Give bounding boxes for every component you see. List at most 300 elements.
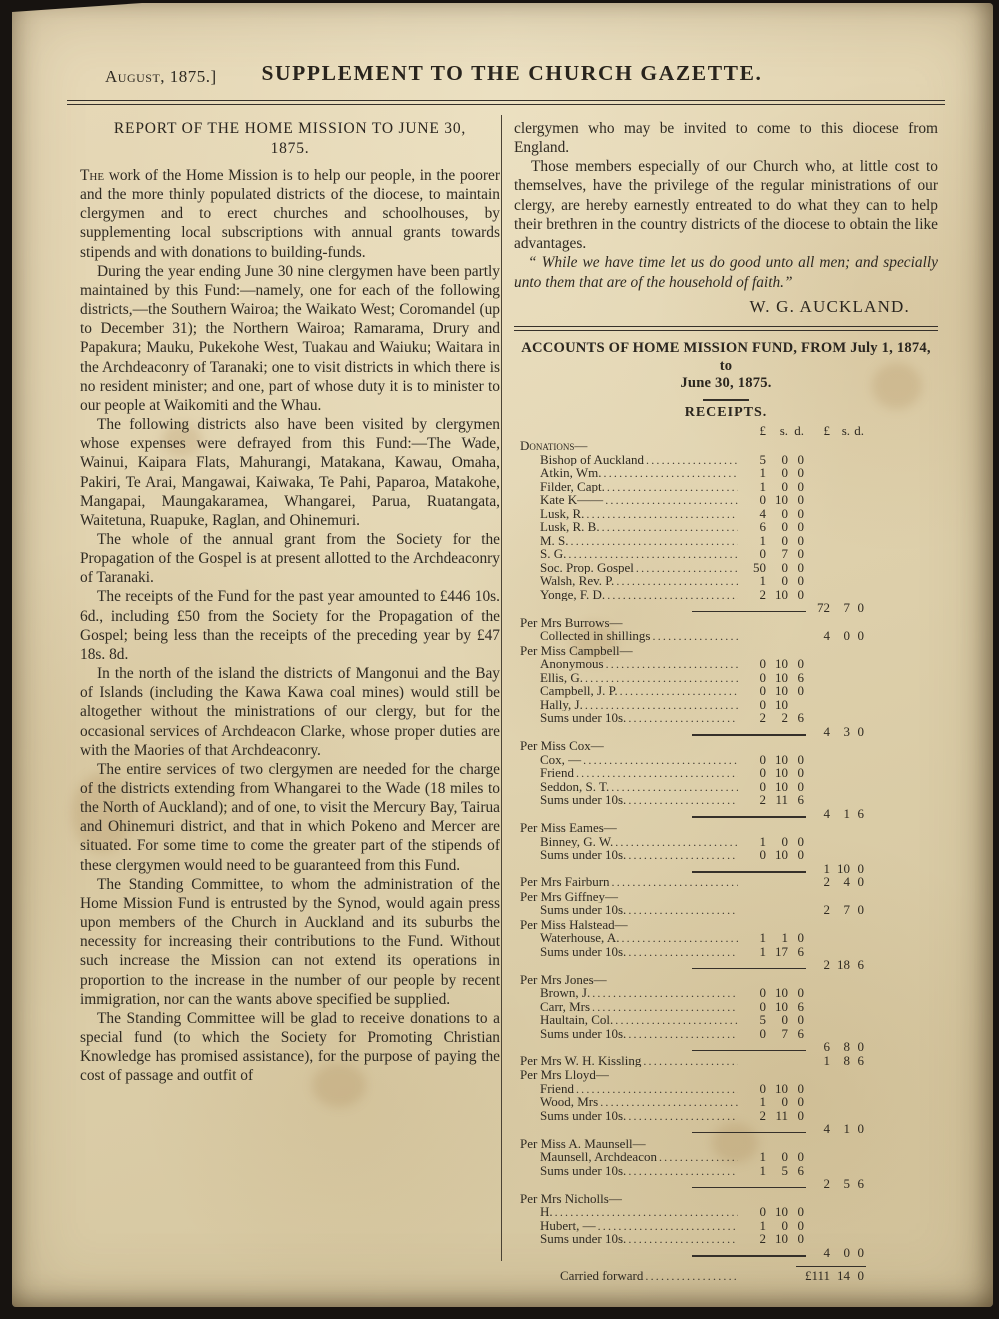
amount-cell: 0 — [759, 778, 766, 794]
amount-cell: d. — [794, 422, 804, 438]
subtotal-rule — [692, 1255, 806, 1256]
row-label — [514, 1095, 740, 1109]
row-label — [514, 588, 740, 602]
amount-cell: 0 — [797, 656, 804, 672]
amount-cell: 2 — [823, 1176, 830, 1192]
row-label — [514, 986, 740, 1000]
accounts-section — [514, 326, 938, 1282]
amount-cell: 0 — [759, 656, 766, 672]
account-row — [514, 725, 866, 739]
leader-dots — [585, 671, 738, 683]
amount-cell: 0 — [797, 505, 804, 521]
amount-cell: 7 — [843, 600, 850, 616]
row-label — [514, 918, 740, 932]
amount-cell: 8 — [843, 1039, 850, 1055]
leader-dots — [592, 1000, 738, 1012]
row-label — [514, 1054, 740, 1068]
amount-cell: 6 — [857, 805, 864, 821]
amount-cell: 4 — [759, 505, 766, 521]
amount-group — [740, 1027, 806, 1041]
amount-cell: 1 — [843, 805, 850, 821]
amount-group — [740, 534, 806, 548]
amount-cell: 4 — [823, 1121, 830, 1137]
amount-cell: 0 — [797, 930, 804, 946]
row-label-text: Waterhouse, A. — [540, 931, 620, 945]
amount-cell: 1 — [759, 943, 766, 959]
amount-group — [740, 835, 806, 849]
subtotal-rule — [692, 816, 806, 817]
masthead-rule — [67, 100, 945, 105]
leader-dots — [628, 1109, 738, 1121]
row-label-text: Atkin, Wm. — [540, 466, 602, 480]
amount-cell: 0 — [797, 778, 804, 794]
leader-dots — [583, 753, 738, 765]
amount-group — [740, 466, 806, 480]
row-label-text: Campbell, J. P. — [540, 684, 618, 698]
leader-dots — [571, 534, 738, 546]
amount-group — [740, 1164, 806, 1178]
amount-group — [740, 1187, 806, 1188]
account-row — [514, 958, 866, 972]
row-label — [514, 793, 740, 807]
row-label — [514, 931, 740, 945]
account-row — [514, 574, 866, 588]
account-row — [514, 616, 866, 630]
account-row — [514, 1027, 866, 1041]
amount-cell: 1 — [823, 860, 830, 876]
account-row — [514, 1013, 866, 1027]
account-row — [514, 698, 866, 712]
amount-cell: 7 — [843, 902, 850, 918]
amount-group — [806, 1246, 866, 1260]
account-row — [514, 945, 866, 959]
amount-group — [740, 968, 806, 969]
amount-group — [806, 601, 866, 615]
row-label-text: Per Miss Campbell— — [520, 643, 633, 658]
accounts-heading-line2: June 30, 1875. — [680, 375, 772, 392]
leader-dots — [615, 835, 738, 847]
row-label — [514, 1068, 740, 1082]
account-row — [514, 547, 866, 561]
amount-cell: 0 — [797, 1217, 804, 1233]
amount-cell: 1 — [843, 1121, 850, 1137]
amount-cell: 0 — [781, 478, 788, 494]
subtotal-rule — [692, 968, 806, 969]
row-label — [514, 711, 740, 725]
amount-cell: 0 — [759, 985, 766, 1001]
amount-group — [806, 862, 866, 876]
amount-cell: 11 — [775, 1107, 788, 1123]
amount-cell: 10 — [775, 985, 788, 1001]
row-label-text: Cox, — — [540, 752, 582, 767]
row-label — [514, 698, 740, 712]
leader-dots — [628, 1232, 738, 1244]
leader-dots — [616, 574, 738, 586]
leader-dots — [615, 1013, 738, 1025]
account-row — [514, 1095, 866, 1109]
leader-dots — [628, 903, 738, 915]
account-row — [514, 1000, 866, 1014]
leader-dots — [645, 1269, 738, 1281]
amount-cell: 0 — [857, 860, 864, 876]
row-label — [514, 1219, 740, 1233]
amount-group — [806, 629, 866, 643]
amount-cell: 0 — [797, 1149, 804, 1165]
right-column — [514, 119, 938, 1282]
amount-cell: 0 — [797, 519, 804, 535]
row-label — [514, 766, 740, 780]
amount-group — [806, 958, 866, 972]
row-label-text: Ellis, G. — [540, 670, 583, 685]
amount-cell: 0 — [797, 751, 804, 767]
amount-cell: 3 — [843, 723, 850, 739]
row-label — [514, 1000, 740, 1014]
amount-cell: s. — [841, 422, 850, 438]
left-column — [80, 119, 500, 1086]
row-label-text: Sums under 10s. — [540, 1108, 627, 1123]
subtotal-rule — [692, 1132, 806, 1133]
leader-dots — [628, 1164, 738, 1176]
row-label — [514, 493, 740, 507]
row-label-text: Lusk, R. — [540, 506, 585, 521]
account-row — [514, 835, 866, 849]
amount-group — [740, 1082, 806, 1096]
leader-dots — [611, 780, 738, 792]
amount-cell: 0 — [759, 998, 766, 1014]
amount-cell: 1 — [759, 1217, 766, 1233]
amount-cell: 8 — [843, 1052, 850, 1068]
account-row — [514, 973, 866, 987]
account-row — [514, 507, 866, 521]
account-row — [514, 520, 866, 534]
row-label — [514, 629, 740, 643]
row-label-text: Per Miss Halstead— — [520, 917, 628, 932]
accounts-heading — [514, 340, 938, 393]
paragraph: The receipts of the Fund for the past year amounted to £446 10s. 6d., including £50 from the Society for the Propagation of the Gospel; being less than the receipts of the preceding year by £47 18s. 8d. — [80, 588, 500, 663]
amount-group — [740, 1150, 806, 1164]
amount-cell: 0 — [781, 573, 788, 589]
amount-cell: 0 — [797, 559, 804, 575]
amount-cell: 0 — [759, 1204, 766, 1220]
amount-cell: 10 — [775, 696, 788, 712]
amount-cell: 4 — [823, 628, 830, 644]
amount-cell: 0 — [797, 586, 804, 602]
subtotal-rule — [692, 1187, 806, 1188]
amount-cell: 2 — [759, 586, 766, 602]
amount-group — [740, 507, 806, 521]
amount-group — [806, 1054, 866, 1068]
amount-cell: 0 — [797, 1231, 804, 1247]
amount-group — [740, 1013, 806, 1027]
amount-cell: 0 — [781, 451, 788, 467]
amount-group — [740, 1132, 806, 1133]
row-label — [514, 1082, 740, 1096]
amount-group — [740, 520, 806, 534]
amount-cell: 0 — [759, 492, 766, 508]
leader-dots — [568, 547, 738, 559]
amount-cell: 6 — [797, 669, 804, 685]
amount-group — [740, 1219, 806, 1233]
account-row — [514, 561, 866, 575]
row-label-text: Per Mrs Jones— — [520, 972, 607, 987]
row-label-text: Friend — [540, 1081, 574, 1096]
amount-cell: 0 — [797, 683, 804, 699]
amount-cell: 0 — [857, 628, 864, 644]
amount-group — [740, 848, 806, 862]
amount-cell: 0 — [759, 1025, 766, 1041]
amount-cell: 0 — [781, 1217, 788, 1233]
row-label — [514, 507, 740, 521]
amount-cell — [788, 698, 804, 712]
leader-dots — [612, 875, 738, 887]
row-label-text: Sums under 10s. — [540, 944, 627, 959]
row-label — [514, 945, 740, 959]
amount-cell: 0 — [857, 723, 864, 739]
row-label-text: Walsh, Rev. P. — [540, 574, 615, 588]
leader-dots — [636, 561, 738, 573]
row-label — [514, 616, 740, 630]
amount-cell: 0 — [797, 1080, 804, 1096]
leader-dots — [628, 945, 738, 957]
amount-cell: 2 — [823, 902, 830, 918]
amount-cell: 5 — [759, 1012, 766, 1028]
amount-cell: 6 — [823, 1039, 830, 1055]
row-label — [514, 780, 740, 794]
account-row — [514, 1082, 866, 1096]
account-row — [514, 439, 866, 453]
row-label — [514, 1027, 740, 1041]
amount-cell: 0 — [797, 1094, 804, 1110]
row-label-text: Wood, Mrs — [540, 1095, 599, 1109]
amount-cell: 5 — [843, 1176, 850, 1192]
amount-cell: 1 — [759, 573, 766, 589]
paragraph: The whole of the annual grant from the Society for the Propagation of the Gospel is at present allotted to the Archdeaconry of Taranaki. — [80, 530, 500, 587]
row-label-text: Sums under 10s. — [540, 1026, 627, 1041]
amount-cell: 6 — [857, 1176, 864, 1192]
row-label-text: Sums under 10s. — [540, 1232, 627, 1246]
amount-cell: 0 — [797, 546, 804, 562]
account-row — [514, 1122, 866, 1136]
amount-cell: 1 — [759, 1149, 766, 1165]
leader-dots — [653, 629, 739, 641]
amount-group — [740, 711, 806, 725]
amount-group — [796, 1266, 866, 1283]
amount-cell: 1 — [759, 532, 766, 548]
row-label-text: Per Mrs Giffney— — [520, 889, 618, 904]
amount-cell: 2 — [759, 1107, 766, 1123]
leader-dots — [607, 588, 738, 600]
amount-cell: 10 — [775, 669, 788, 685]
amount-cell: 0 — [797, 478, 804, 494]
amount-cell: 10 — [775, 683, 788, 699]
amount-group — [740, 611, 806, 612]
amount-cell: 0 — [759, 696, 766, 712]
amount-cell: 10 — [775, 778, 788, 794]
amount-group — [740, 671, 806, 685]
paragraph: During the year ending June 30 nine clergymen have been partly maintained by this Fund:—namely, one for each of the following districts,—the Southern Wairoa; the Waikato West; Coromandel (up to December 31); the Northern Wairoa; Ramarama, Drury and Papakura; Mauku, Pukekohe West, Tuakau and Waiuku; Waitara in the Archdeaconry of Taranaki; one to visit districts in which there is no resident minister; and one, part of whose duty it is to minister to our people at Waikomiti and the Whau. — [80, 262, 500, 414]
amount-cell: 0 — [759, 1080, 766, 1096]
row-label-text: Sums under 10s. — [540, 711, 627, 725]
amount-cell: 4 — [823, 805, 830, 821]
row-label-text: Carr, Mrs — [540, 999, 591, 1014]
row-label-text: Sums under 10s. — [540, 1163, 627, 1178]
account-row — [514, 848, 866, 862]
row-label — [514, 644, 740, 658]
account-row — [514, 903, 866, 917]
row-label-text: M. S. — [540, 533, 569, 548]
amount-cell: 0 — [781, 465, 788, 481]
amount-group — [806, 1040, 866, 1054]
amount-cell: 0 — [797, 833, 804, 849]
account-row — [514, 986, 866, 1000]
amount-cell: 10 — [775, 1080, 788, 1096]
amount-cell: 10 — [775, 751, 788, 767]
amount-cell: 0 — [759, 683, 766, 699]
account-row — [514, 875, 866, 889]
account-row — [514, 1246, 866, 1260]
amount-cell: 2 — [759, 1231, 766, 1247]
amount-cell: 7 — [781, 546, 788, 562]
leader-dots — [602, 520, 738, 532]
row-label-text: Per Mrs Nicholls— — [520, 1191, 622, 1206]
row-label — [514, 1232, 740, 1246]
leader-dots — [607, 480, 738, 492]
amount-cell: s. — [779, 422, 788, 438]
amount-group — [740, 1000, 806, 1014]
account-row — [514, 453, 866, 467]
amount-cell: 10 — [837, 860, 850, 876]
row-label — [514, 875, 740, 889]
leader-dots — [585, 698, 738, 710]
amount-group — [740, 734, 806, 735]
row-label-text: Kate K—— — [540, 493, 604, 507]
right-column-paragraphs — [514, 119, 938, 253]
amount-cell: 6 — [797, 943, 804, 959]
row-label — [514, 561, 740, 575]
account-row — [514, 862, 866, 876]
amount-cell: 2 — [759, 710, 766, 726]
leader-dots — [621, 931, 738, 943]
amount-cell: 5 — [781, 1162, 788, 1178]
row-label-text: Sums under 10s. — [540, 848, 627, 862]
amount-cell: 1 — [759, 930, 766, 946]
masthead-date: August, 1875.] — [105, 67, 217, 86]
leader-dots — [576, 1082, 738, 1094]
row-label-text: Yonge, F. D. — [540, 587, 606, 602]
account-row — [514, 493, 866, 507]
paragraph: The work of the Home Mission is to help our people, in the poorer and the more thinly populated districts of the diocese, to maintain clergymen and to erect churches and schoolhouses, by supplementing local subscriptions with annual grants towards stipends and with donations to building-funds. — [80, 167, 500, 261]
amount-group — [740, 1109, 806, 1123]
amount-cell: 50 — [753, 559, 766, 575]
report-heading-line2: 1875. — [270, 140, 310, 157]
amount-cell: 0 — [781, 505, 788, 521]
amount-group — [806, 875, 866, 889]
amount-group — [740, 753, 806, 767]
amount-group — [740, 480, 806, 494]
leader-dots — [643, 1054, 738, 1066]
amount-cell: 2 — [781, 710, 788, 726]
account-row — [514, 1192, 866, 1206]
amount-cell: 1 — [823, 1052, 830, 1068]
paragraph: clergymen who may be invited to come to this diocese from England. — [514, 120, 938, 157]
amount-cell: 4 — [843, 874, 850, 890]
account-row — [514, 657, 866, 671]
account-row — [514, 1150, 866, 1164]
row-label-text: Per Miss Cox— — [520, 739, 604, 753]
amount-cell: 0 — [857, 874, 864, 890]
row-label-text: Haultain, Col. — [540, 1013, 614, 1027]
amount-cell: £ — [823, 422, 830, 438]
amount-cell: 1 — [759, 1162, 766, 1178]
amount-group — [740, 1095, 806, 1109]
account-row — [514, 807, 866, 821]
amount-cell: 2 — [823, 957, 830, 973]
amount-cell: 0 — [781, 1012, 788, 1028]
row-label — [514, 671, 740, 685]
row-label — [514, 453, 740, 467]
amount-cell: 0 — [759, 847, 766, 863]
accounts-heading-rule — [703, 399, 749, 401]
row-label-text: Brown, J. — [540, 986, 591, 1000]
row-label — [514, 903, 740, 917]
row-label-text: H. — [540, 1205, 553, 1219]
account-row — [514, 684, 866, 698]
amount-cell: 10 — [775, 656, 788, 672]
row-label-text: Donations— — [520, 439, 588, 453]
paragraph: The following districts also have been visited by clergymen whose expenses were defrayed from this Fund:—The Wade, Wainui, Kaipara Flats, Mahurangi, Matakana, Kawau, Omaha, Pakiri, Te Arai, Mangawai, Kaiwaka, Te Pahi, Paparoa, Matakohe, Mangapai, Maungakaramea, Whangarei, Parua, Ruatangata, Waitetuna, Ruapuke, Raglan, and Ohinemuri. — [80, 416, 500, 529]
receipts-title: RECEIPTS. — [684, 404, 768, 420]
leader-dots — [628, 1027, 738, 1039]
row-label — [514, 439, 740, 453]
amount-cell: 14 — [837, 1268, 850, 1284]
amount-cell: 0 — [781, 532, 788, 548]
account-row — [514, 629, 866, 643]
amount-group — [740, 493, 806, 507]
accounts-divider-rule — [514, 326, 938, 331]
amount-cell: 0 — [759, 751, 766, 767]
amount-group — [740, 766, 806, 780]
amount-cell: 10 — [775, 847, 788, 863]
amount-cell: 0 — [843, 1244, 850, 1260]
amount-cell: 0 — [797, 847, 804, 863]
subtotal-rule — [692, 871, 806, 872]
amount-cell: 7 — [781, 1025, 788, 1041]
amount-group — [806, 903, 866, 917]
account-row — [514, 1040, 866, 1054]
amount-cell: 18 — [837, 957, 850, 973]
row-label — [514, 534, 740, 548]
row-label-text: Per Mrs W. H. Kissling — [520, 1053, 642, 1068]
amount-cell: 0 — [759, 669, 766, 685]
amount-cell: 1 — [759, 1094, 766, 1110]
account-row — [514, 1109, 866, 1123]
report-heading — [80, 119, 500, 159]
row-label — [514, 480, 740, 494]
leader-dots — [606, 657, 738, 669]
row-label — [514, 574, 740, 588]
subtotal-rule — [692, 611, 806, 612]
amount-group — [806, 807, 866, 821]
amount-group — [740, 588, 806, 602]
amount-group — [740, 1050, 806, 1051]
row-label — [514, 547, 740, 561]
account-row — [514, 588, 866, 602]
row-label — [514, 1205, 740, 1219]
account-row — [514, 534, 866, 548]
amount-cell: 1 — [781, 930, 788, 946]
row-label-text: Maunsell, Archdeacon — [540, 1150, 657, 1164]
row-label — [514, 1109, 740, 1123]
